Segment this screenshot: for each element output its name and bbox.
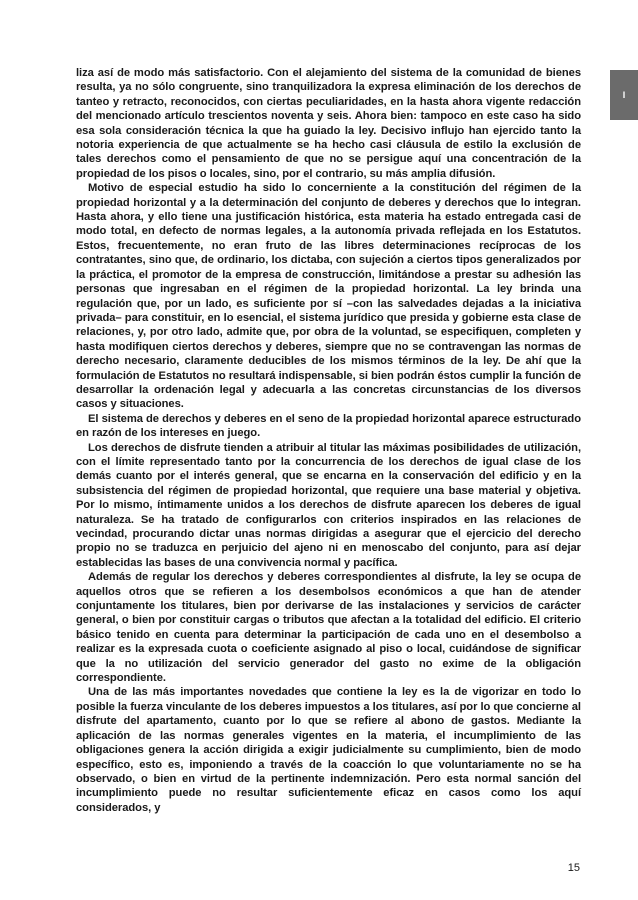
- chapter-tab: [610, 70, 638, 120]
- paragraph: Una de las más importantes novedades que contiene la ley es la de vigorizar en todo lo posible la fuerza vinculante de los deberes impuestos a los titulares, así por lo que concierne al disfrute del apartamento, cuanto por lo que se refiere al abono de gastos. Mediante la aplicación de las normas generales vigentes en la materia, el incumplimiento de las obligaciones genera la acción dirigida a exigir judicialmente su cumplimiento, bien de modo específico, esto es, imponiendo a través de la coacción lo que voluntariamente no se ha observado, o bien en virtud de la pertinente indemnización. Pero esta normal sanción del incumplimiento puede no resultar suficientemente eficaz en casos como los aquí considerados, y: [76, 686, 581, 814]
- paragraph: El sistema de derechos y deberes en el seno de la propiedad horizontal aparece estructurado en razón de los intereses en juego.: [76, 412, 581, 440]
- paragraph: Motivo de especial estudio ha sido lo concerniente a la constitución del régimen de la propiedad horizontal y a la determinación del conjunto de deberes y derechos que lo integran. Hasta ahora, y ello tiene una justificación histórica, esta materia ha estado entregada casi de modo total, en defecto de normas legales, a la autonomía privada reflejada en los Estatutos. Estos, frecuentemente, no eran fruto de las libres determinaciones recíprocas de los contratantes, sino que, de ordinario, los dictaba, con sujeción a ciertos tipos generalizados por la práctica, el promotor de la empresa de construcción, limitándose a prestar su adhesión las personas que ingresaban en el régimen de la propiedad horizontal. La ley brinda una regulación que, por un lado, es suficiente por sí –con las salvedades dejadas a la iniciativa privada– para constituir, en lo esencial, el sistema jurídico que presida y gobierne esta clase de relaciones, y, por otro lado, admite que, por obra de la voluntad, se especifiquen, completen y hasta modifiquen ciertos derechos y deberes, siempre que no se contravengan las normas de derecho necesario, claramente deducibles de los mismos términos de la ley. De ahí que la formulación de Estatutos no resultará indispensable, si bien podrán éstos cumplir la función de desarrollar la ordenación legal y adecuarla a las concretas circunstancias de los diversos casos y situaciones.: [76, 182, 581, 411]
- page-body: [76, 66, 581, 815]
- page-number: 15: [567, 862, 580, 874]
- paragraph-continuation: liza así de modo más satisfactorio. Con el alejamiento del sistema de la comunidad de bienes resulta, ya no sólo congruente, sino tranquilizadora la expresa eliminación de los derechos de tanteo y retracto, reconocidos, con ciertas peculiaridades, en la hasta ahora vigente redacción del mencionado artículo trescientos noventa y seis. Ahora bien: tampoco en este caso ha sido esa sola consideración técnica la que ha guiado la ley. Decisivo influjo han ejercido tanto la notoria experiencia de que actualmente se ha hecho casi cláusula de estilo la exclusión de tales derechos como el pensamiento de que no se persigue aquí una concentración de la propiedad de los pisos o locales, sino, por el contrario, su más amplia difusión.: [76, 67, 581, 180]
- paragraph: Los derechos de disfrute tienden a atribuir al titular las máximas posibilidades de utilización, con el límite representado tanto por la concurrencia de los derechos de igual clase de los demás cuanto por el interés general, que se encarna en la conservación del edificio y en la subsistencia del régimen de propiedad horizontal, que requiere una base material y objetiva. Por lo mismo, íntimamente unidos a los derechos de disfrute aparecen los deberes de igual naturaleza. Se ha tratado de configurarlos con criterios inspirados en las relaciones de vecindad, procurando dictar unas normas dirigidas a asegurar que el ejercicio del derecho propio no se traduzca en perjuicio del ajeno ni en menoscabo del conjunto, para así dejar establecidas las bases de una convivencia normal y pacífica.: [76, 441, 581, 569]
- chapter-tab-label: I: [622, 90, 626, 100]
- paragraph: Además de regular los derechos y deberes correspondientes al disfrute, la ley se ocupa de aquellos otros que se refieren a los desembolsos económicos a que han de atender conjuntamente los titulares, bien por derivarse de las instalaciones y servicios de carácter general, o bien por constituir cargas o tributos que afectan a la totalidad del edificio. El criterio básico tenido en cuenta para determinar la participación de cada uno en el desembolso a realizar es la expresada cuota o coeficiente asignado al piso o local, cuidándose de significar que la no utilización del servicio generador del gasto no exime de la obligación correspondiente.: [76, 571, 581, 685]
